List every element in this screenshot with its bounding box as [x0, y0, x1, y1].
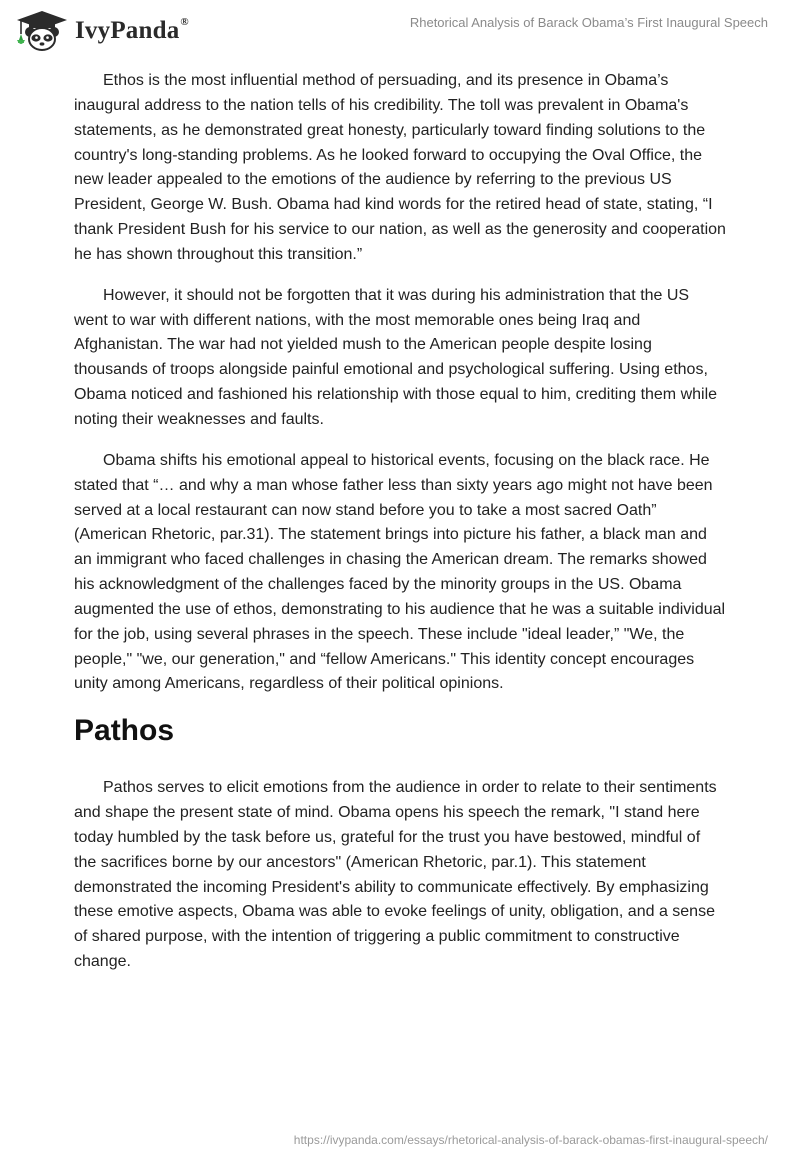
- page-header: [0, 0, 800, 60]
- section-heading-pathos: Pathos: [74, 714, 175, 748]
- ivypanda-logo[interactable]: [15, 10, 189, 52]
- paragraph: Pathos serves to elicit emotions from the audience in order to relate to their sentiments and shape the present state of mind. Obama opens his speech the remark, "I stand here today humbled by the task before us, grateful for the trust you have bestowed, mindful of the sacrifices borne by our ancestors" (American Rhetoric, par.1). This statement demonstrated the incoming President's ability to communicate effectively. By emphasizing these emotive aspects, Obama was able to evoke feelings of unity, obligation, and a sense of shared purpose, with the intention of triggering a public commitment to constructive change.: [74, 779, 717, 971]
- brand-name: [75, 17, 189, 45]
- registered-mark: ®: [180, 15, 189, 28]
- paragraph: Ethos is the most influential method of persuading, and its presence in Obama’s inaugural address to the nation tells of his credibility. The toll was prevalent in Obama's statements, as he demonstrated great honesty, particularly toward finding solutions to the country's long-standing problems. As he looked forward to occupying the Oval Office, the new leader appealed to the emotions of the audience by referring to the previous US President, George W. Bush. Obama had kind words for the retired head of state, stating, “I thank President Bush for his service to our nation, as well as the generosity and cooperation he has shown throughout this transition.”: [74, 72, 726, 263]
- source-url[interactable]: https://ivypanda.com/essays/rhetorical-analysis-of-barack-obamas-first-inaugural-speech/: [293, 1133, 768, 1147]
- panda-graduate-icon: [15, 10, 69, 52]
- document-title: Rhetorical Analysis of Barack Obama’s First Inaugural Speech: [409, 15, 768, 30]
- brand-name-text: IvyPanda: [75, 17, 180, 44]
- essay-content: [74, 69, 726, 991]
- paragraph: Obama shifts his emotional appeal to historical events, focusing on the black race. He stated that “… and why a man whose father less than sixty years ago might not have been served at a local restaurant can now stand before you to take a most sacred Oath” (American Rhetoric, par.31). The statement brings into picture his father, a black man and an immigrant who faced challenges in chasing the American dream. The remarks showed his acknowledgment of the challenges faced by the minority groups in the US. Obama augmented the use of ethos, demonstrating to his audience that he was a suitable individual for the job, using several phrases in the speech. These include "ideal leader,” "We, the people," "we, our generation," and “fellow Americans." This identity concept encourages unity among Americans, regardless of their political opinions.: [74, 451, 726, 693]
- paragraph: However, it should not be forgotten that it was during his administration that the US went to war with different nations, with the most memorable ones being Iraq and Afghanistan. The war had not yielded mush to the American people despite losing thousands of troops alongside painful emotional and psychological suffering. Using ethos, Obama noticed and fashioned his relationship with those equal to him, crediting them while noting their weaknesses and faults.: [74, 286, 718, 428]
